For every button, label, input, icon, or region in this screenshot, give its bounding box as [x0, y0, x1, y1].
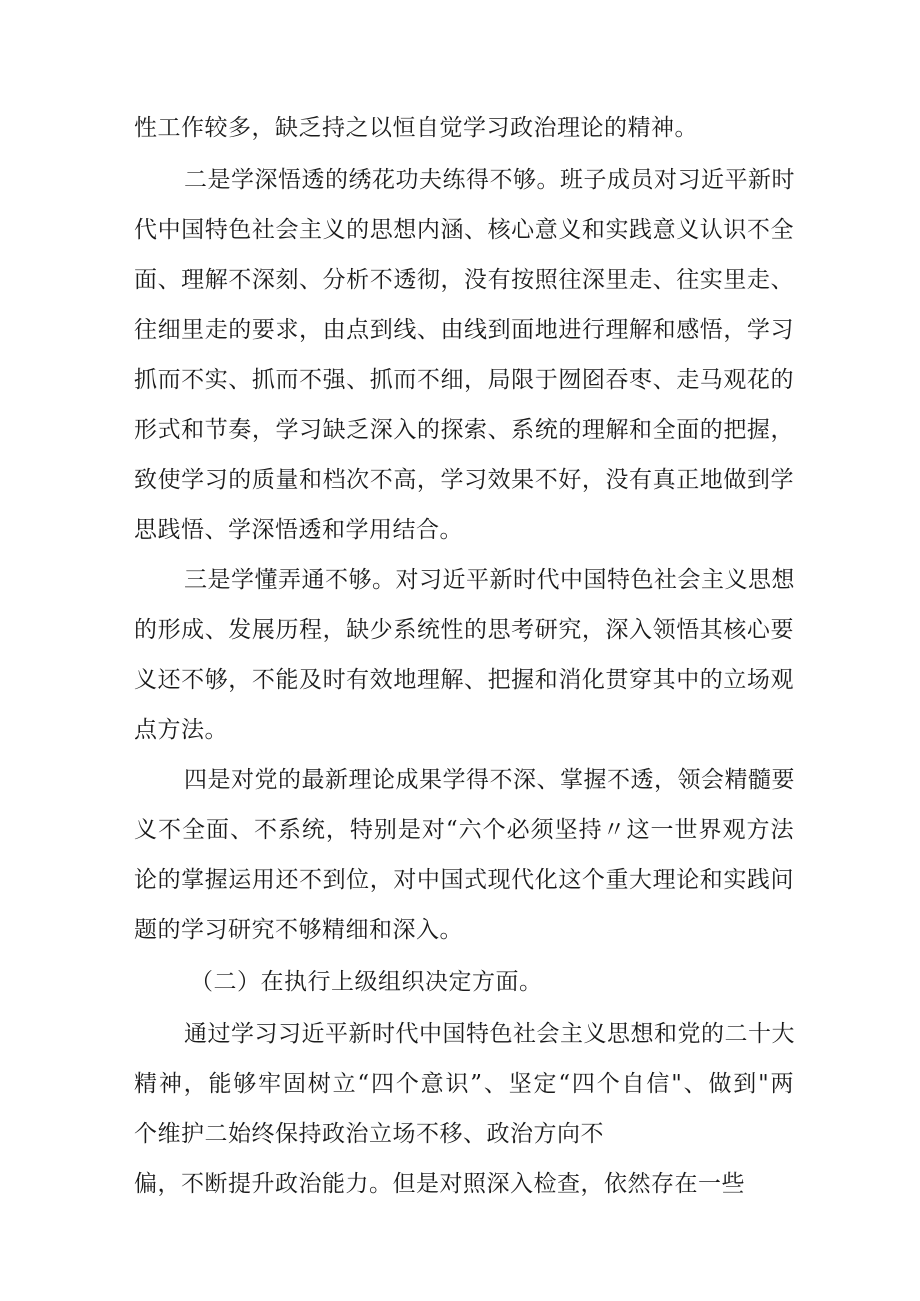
text-line: 致使学习的质量和档次不高，学习效果不好，没有真正地做到学: [134, 467, 794, 493]
text-line: 代中国特色社会主义的思想内涵、核心意义和实践意义认识不全: [134, 217, 794, 243]
text-line: 论的掌握运用还不到位，对中国式现代化这个重大理论和实践问: [134, 867, 794, 893]
section-heading: （二）在执行上级组织决定方面。: [190, 969, 543, 995]
text-line: 往细里走的要求，由点到线、由线到面地进行理解和感悟，学习: [134, 317, 794, 343]
text-line: 点方法。: [134, 717, 228, 743]
text-line: 义不全面、不系统，特别是对“六个必须坚持〃这一世界观方法: [134, 817, 794, 843]
paragraph-start-line: 四是对党的最新理论成果学得不深、掌握不透，领会精髓要: [184, 767, 795, 793]
text-line: 义还不够，不能及时有效地理解、把握和消化贯穿其中的立场观: [134, 667, 794, 693]
text-line: 的形成、发展历程，缺少系统性的思考研究，深入领悟其核心要: [134, 617, 794, 643]
text-line: 性工作较多，缺乏持之以恒自觉学习政治理论的精神。: [134, 115, 698, 141]
text-line: 思践悟、学深悟透和学用结合。: [134, 517, 463, 543]
paragraph-start-line: 通过学习习近平新时代中国特色社会主义思想和党的二十大: [184, 1021, 795, 1047]
paragraph-start-line: 三是学懂弄通不够。对习近平新时代中国特色社会主义思想: [184, 567, 795, 593]
text-line: 题的学习研究不够精细和深入。: [134, 917, 463, 943]
text-line: 抓而不实、抓而不强、抓而不细，局限于囫囵吞枣、走马观花的: [134, 367, 794, 393]
text-line: 面、理解不深刻、分析不透彻，没有按照往深里走、往实里走、: [134, 267, 794, 293]
text-line: 形式和节奏，学习缺乏深入的探索、系统的理解和全面的把握，: [134, 417, 794, 443]
text-line: 偏，不断提升政治能力。但是对照深入检查，依然存在一些: [134, 1171, 745, 1197]
text-line: 精神，能够牢固树立“四个意识”、坚定“四个自信"、做到"两: [134, 1071, 794, 1097]
text-line: 个维护二始终保持政治立场不移、政治方向不: [134, 1121, 604, 1147]
paragraph-start-line: 二是学深悟透的绣花功夫练得不够。班子成员对习近平新时: [184, 167, 795, 193]
